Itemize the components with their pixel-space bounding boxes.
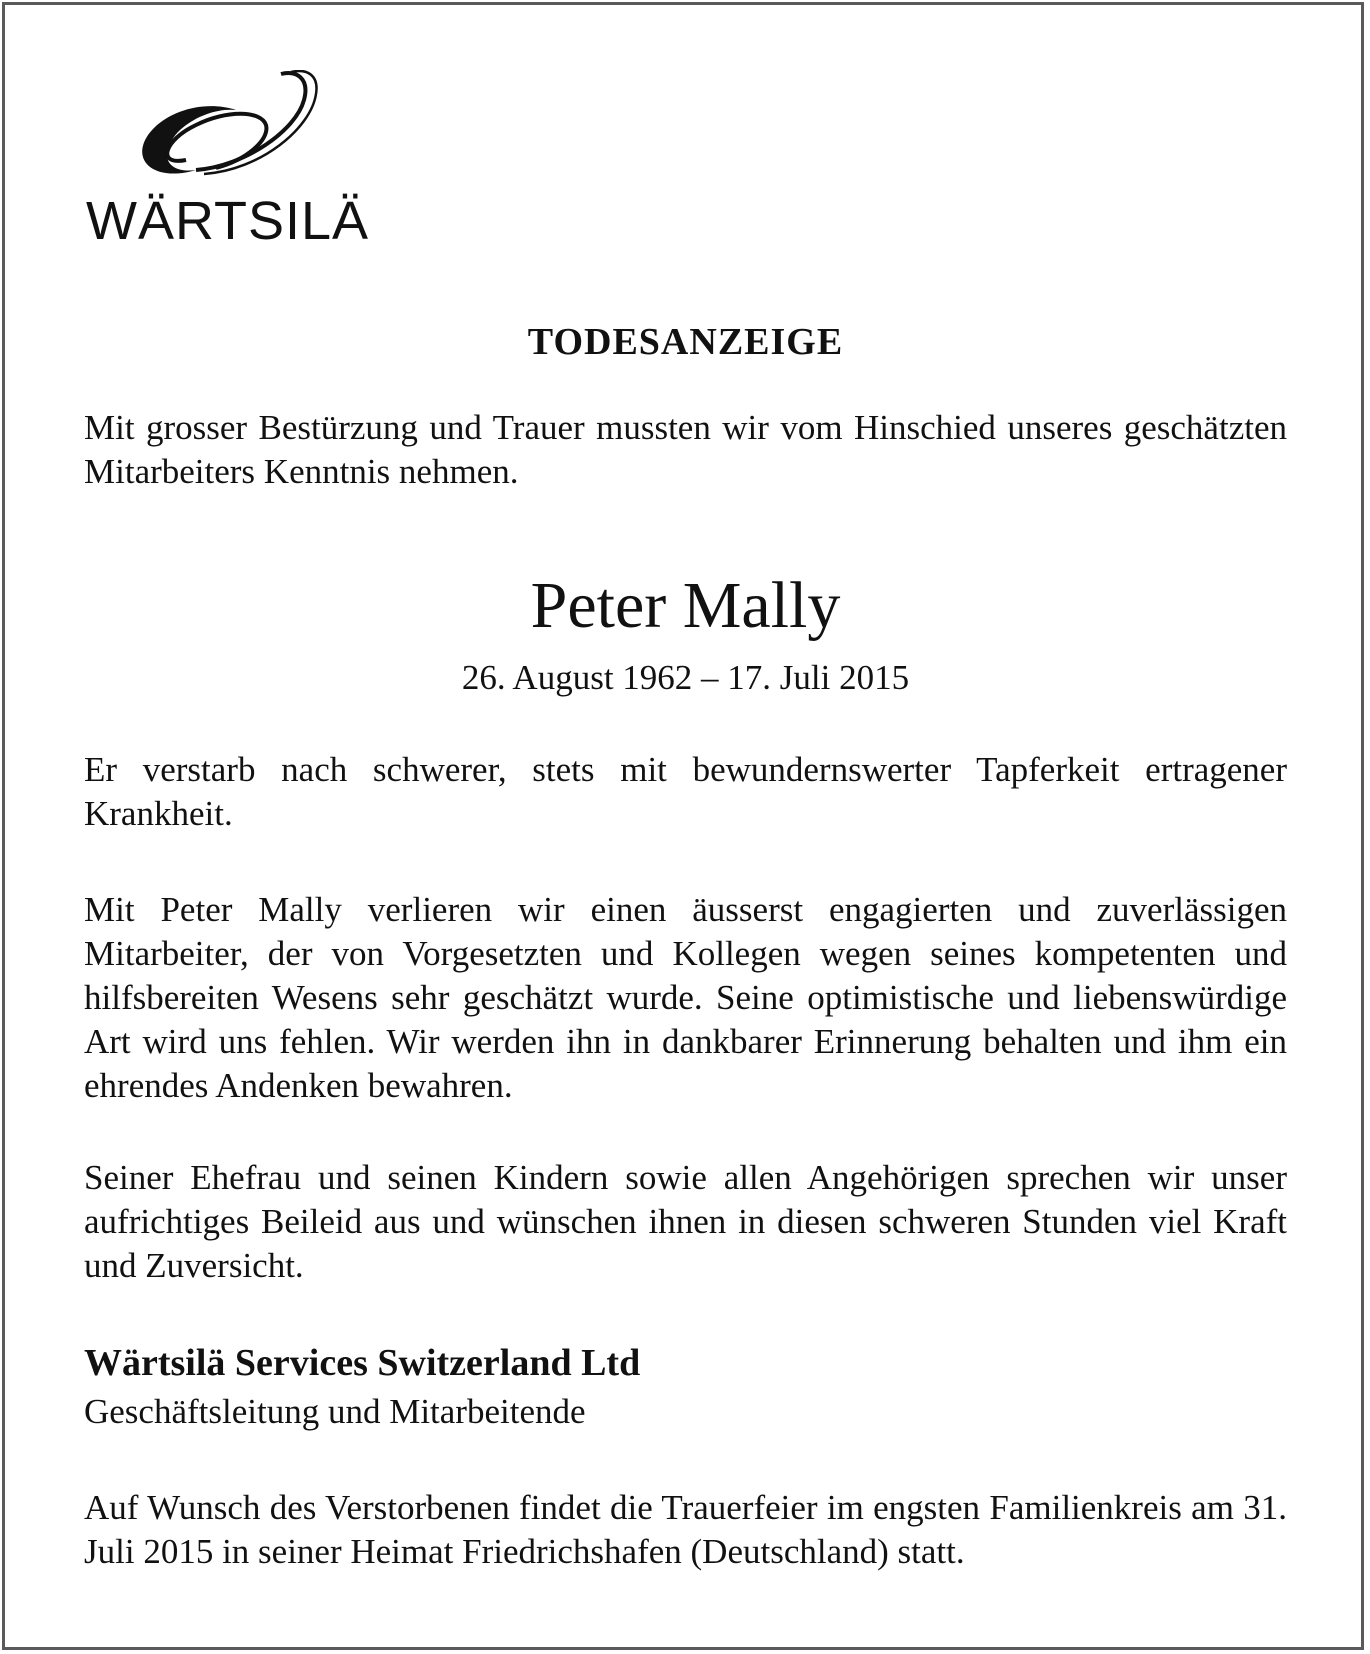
notice-content [84,0,1287,1654]
company-subtitle: Geschäftsleitung und Mitarbeitende [84,1392,586,1431]
life-dates: 26. August 1962 – 17. Juli 2015 [461,658,910,697]
intro-paragraph: Mit grosser Bestürzung und Trauer mussten wir vom Hinschied unseres geschätzten Mitarbeiters Kenntnis nehmen. [84,408,1287,491]
paragraph-illness: Er verstarb nach schwerer, stets mit bewundernswerter Tapferkeit ertragener Krankheit. [84,750,1287,833]
paragraph-condolences: Seiner Ehefrau und seinen Kindern sowie allen Angehörigen sprechen wir unser aufrichtiges Beileid aus und wünschen ihnen in diesen schweren Stunden viel Kraft und Zuversicht. [84,1158,1287,1285]
notice-heading: TODESANZEIGE [527,321,844,363]
paragraph-funeral: Auf Wunsch des Verstorbenen findet die Trauerfeier im engsten Familienkreis am 31. Juli 2015 in seiner Heimat Friedrichshafen (Deutschland) statt. [84,1488,1287,1571]
company-name: Wärtsilä Services Switzerland Ltd [84,1342,641,1384]
deceased-name: Peter Mally [530,569,841,642]
logo-wordmark: WÄRTSILÄ [86,191,370,251]
paragraph-tribute: Mit Peter Mally verlieren wir einen äusserst engagierten und zuverlässigen Mitarbeiter, der von Vorgesetzten und Kollegen wegen seines kompetenten und hilfsbereiten Wesens sehr geschätzt wurde. Seine optimistische und liebenswürdige Art wird uns fehlen. Wir werden ihn in dankbarer Erinnerung behalten und ihm ein ehrendes Andenken bewahren. [84,890,1287,1105]
